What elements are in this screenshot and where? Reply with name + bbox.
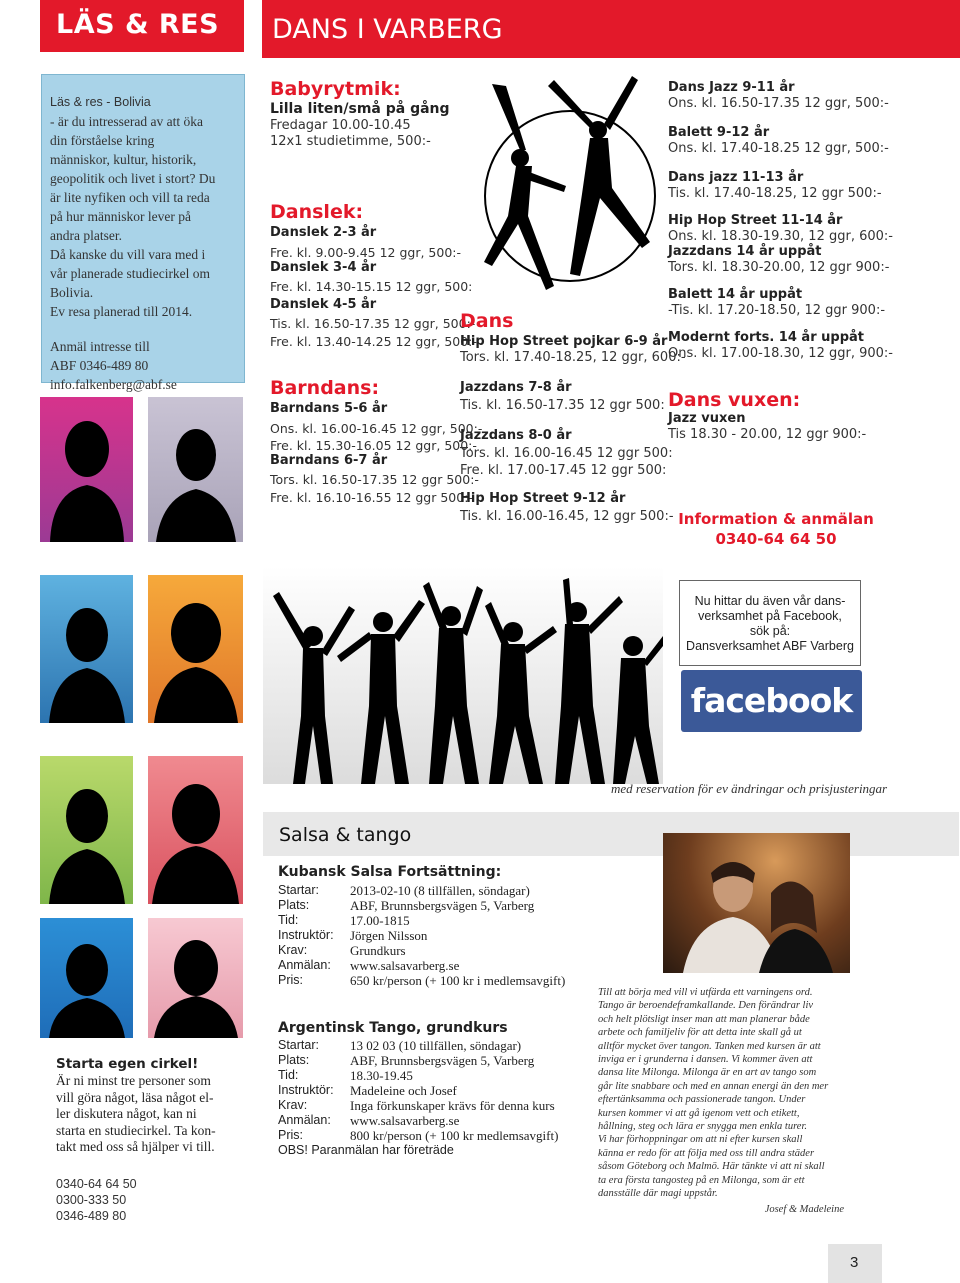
facebook-text: Dansverksamhet ABF Varberg — [686, 639, 854, 653]
course-name: Barndans 5-6 år — [270, 401, 388, 416]
left-header-bar — [40, 0, 244, 52]
course-detail: Tors. kl. 16.50-17.35 12 ggr 500:- — [270, 472, 479, 487]
cirkel-phone: 0300-333 50 — [56, 1192, 127, 1207]
cirkel-line: vill göra något, läsa något el- — [56, 1089, 214, 1105]
course-name: Danslek 4-5 år — [270, 297, 377, 312]
babyrytmik-detail: Fredagar 10.00-10.45 — [270, 118, 411, 133]
course-detail: Fre. kl. 17.00-17.45 12 ggr 500: — [460, 463, 667, 478]
older-column — [668, 80, 893, 442]
facebook-box — [679, 580, 861, 666]
cirkel-title: Starta egen cirkel! — [56, 1056, 199, 1072]
info-phone: 0340-64 64 50 — [715, 530, 837, 548]
info-block — [662, 510, 890, 550]
bolivia-line: - är du intresserad av att öka — [50, 114, 203, 129]
table-row: Plats: ABF, Brunnsbergsvägen 5, Varberg — [278, 1053, 535, 1068]
tango-text-line: eftertänksamma och passionerade tangon. Under — [598, 1094, 806, 1106]
tango-table — [278, 1038, 558, 1143]
bolivia-title: Läs & res - Bolivia — [50, 95, 151, 109]
facebook-text: sök på: — [749, 624, 791, 638]
course-name: Balett 14 år uppåt — [668, 287, 803, 302]
course-detail: Ons. kl. 16.50-17.35 12 ggr, 500:- — [668, 96, 889, 111]
course-detail: Tors. kl. 18.30-20.00, 12 ggr 900:- — [668, 260, 890, 275]
course-name: Hip Hop Street 11-14 år — [668, 213, 843, 228]
babyrytmik-subtitle: Lilla liten/små på gång — [270, 101, 450, 117]
couple-photo — [663, 833, 850, 973]
bolivia-line: människor, kultur, historik, — [50, 152, 197, 167]
bolivia-line: geopolitik och livet i stort? Du — [50, 171, 216, 186]
barndans-title: Barndans: — [270, 377, 380, 399]
table-row: Startar: 13 02 03 (10 tillfällen, söndagar) — [278, 1038, 522, 1053]
portrait-silhouette — [148, 918, 243, 1038]
page-number-box — [828, 1244, 882, 1283]
portrait-silhouette — [40, 397, 133, 542]
table-row: Instruktör: Madeleine och Josef — [278, 1083, 457, 1098]
cirkel-block — [56, 1056, 246, 1224]
course-detail: Ons. kl. 18.30-19.30, 12 ggr, 600:- — [668, 229, 893, 244]
facebook-text: verksamhet på Facebook, — [698, 609, 842, 623]
tango-title: Argentinsk Tango, grundkurs — [278, 1020, 508, 1036]
course-name: Jazzdans 14 år uppåt — [668, 244, 822, 259]
left-header-title: LÄS & RES — [56, 9, 220, 40]
cirkel-line: starta en studiecirkel. Ta kon- — [56, 1122, 216, 1138]
dans-vuxen-title: Dans vuxen: — [668, 389, 801, 411]
kids-column — [270, 78, 483, 505]
bolivia-line: Bolivia. — [50, 285, 94, 300]
table-row: Anmälan: www.salsavarberg.se — [278, 1113, 460, 1128]
course-detail: Fre. kl. 16.10-16.55 12 ggr 500:- — [270, 490, 473, 505]
tango-text-line: hållning, steg och lära er snygga men enkla turer. — [598, 1121, 808, 1133]
tango-text-line: dansställe där magi uppstår. — [598, 1188, 718, 1200]
babyrytmik-detail: 12x1 studietimme, 500:- — [270, 134, 431, 149]
tango-text-line: arbete och familjeliv för att detta inte skall gå ut — [598, 1027, 802, 1039]
table-row: Tid: 18.30-19.45 — [278, 1068, 413, 1083]
table-row: Pris: 800 kr/person (+ 100 kr medlemsavgift) — [278, 1128, 559, 1143]
bolivia-contact: ABF 0346-489 80 — [50, 358, 149, 373]
bolivia-line: Ev resa planerad till 2014. — [50, 304, 193, 319]
portrait-silhouette — [148, 397, 243, 542]
course-name: Jazzdans 7-8 år — [460, 380, 572, 395]
portrait-silhouette — [148, 575, 243, 723]
course-detail: Fre. kl. 15.30-16.05 12 ggr, 500:- — [270, 438, 477, 453]
course-name: Balett 9-12 år — [668, 125, 770, 140]
facebook-logo[interactable] — [681, 670, 862, 732]
portrait-silhouette — [148, 756, 243, 904]
bolivia-line: är lite nyfiken och vill ta reda — [50, 190, 210, 205]
course-detail: Fre. kl. 14.30-15.15 12 ggr, 500: — [270, 279, 473, 294]
bolivia-contact: Anmäl intresse till — [50, 339, 150, 354]
babyrytmik-title: Babyrytmik: — [270, 78, 401, 100]
bolivia-panel — [41, 74, 245, 392]
dans-column — [460, 310, 686, 524]
tango-text-line: Till att börja med vill vi utfärda ett varningens ord. — [598, 987, 813, 998]
course-detail: Fre. kl. 9.00-9.45 12 ggr, 500:- — [270, 245, 462, 260]
danslek-title: Danslek: — [270, 201, 364, 223]
table-row: Pris: 650 kr/person (+ 100 kr i medlemsavgift) — [278, 973, 566, 988]
course-detail: -Tis. kl. 17.20-18.50, 12 ggr 900:- — [668, 303, 886, 318]
tango-text-line: kursen kommer vi att gå igenom vett och etikett, — [598, 1107, 800, 1119]
tango-text-line: känna er redo för att följa med oss till andra städer — [598, 1147, 815, 1159]
course-name: Danslek 2-3 år — [270, 225, 377, 240]
course-detail: Tors. kl. 17.40-18.25, 12 ggr, 600:- — [460, 350, 686, 365]
table-row: Plats: ABF, Brunnsbergsvägen 5, Varberg — [278, 898, 535, 913]
tango-text-line: Tango är beroendeframkallande. Den förändrar liv — [598, 1000, 814, 1012]
course-detail: Tis. kl. 17.40-18.25, 12 ggr 500:- — [668, 186, 882, 201]
bolivia-line: på hur människor lever på — [50, 209, 191, 224]
table-row: Tid: 17.00-1815 — [278, 913, 410, 928]
course-name: Dans Jazz 9-11 år — [668, 80, 795, 95]
tango-text-line: och helt plötsligt inser man att man planerar både — [598, 1013, 810, 1025]
bolivia-line: vår planerade studiecirkel om — [50, 266, 211, 281]
course-name: Barndans 6-7 år — [270, 453, 388, 468]
course-detail: Tors. kl. 16.00-16.45 12 ggr 500: — [460, 446, 673, 461]
tango-description — [598, 986, 858, 1216]
cirkel-phone: 0346-489 80 — [56, 1208, 127, 1223]
signature: Josef & Madeleine — [764, 1203, 844, 1215]
salsa-header-bar — [263, 812, 959, 856]
course-detail: Tis. kl. 16.50-17.35 12 ggr, 500:- — [270, 316, 476, 331]
tango-text-line: går lite snabbare och med en annan energi än den mer — [598, 1080, 829, 1092]
page-number: 3 — [850, 1254, 859, 1271]
portrait-silhouette — [40, 575, 133, 723]
course-detail: Tis. kl. 16.50-17.35 12 ggr 500: — [460, 398, 665, 413]
table-row: Krav: Inga förkunskaper krävs för denna kurs — [278, 1098, 555, 1113]
dancers-illustration — [462, 66, 660, 306]
tango-text-line: dansa lite Milonga. Milonga är en art av tango som — [598, 1067, 817, 1079]
tango-text-line: alltför mycket över tangon. Tanken med kursen är att — [598, 1040, 821, 1052]
obs-note: OBS! Paranmälan har företräde — [278, 1143, 454, 1157]
course-name: Dans jazz 11-13 år — [668, 170, 804, 185]
course-name: Jazz vuxen — [668, 411, 746, 426]
kubansk-table — [278, 883, 565, 988]
table-row: Instruktör: Jörgen Nilsson — [278, 928, 428, 943]
course-detail: Tis 18.30 - 20.00, 12 ggr 900:- — [668, 427, 867, 442]
tango-text-line: såsom Göteborg och Malmö. Här tänkte vi att ni skall — [598, 1161, 825, 1173]
table-row: Anmälan: www.salsavarberg.se — [278, 958, 460, 973]
bolivia-line: andra platser. — [50, 228, 122, 243]
portrait-silhouette — [40, 756, 133, 904]
kubansk-title: Kubansk Salsa Fortsättning: — [278, 864, 502, 880]
salsa-header-title: Salsa & tango — [279, 824, 412, 846]
cirkel-phone: 0340-64 64 50 — [56, 1176, 137, 1191]
course-detail: Tis. kl. 16.00-16.45, 12 ggr 500:- — [460, 509, 674, 524]
salsa-details — [278, 864, 608, 1158]
reservation-note: med reservation för ev ändringar och prisjusteringar — [611, 781, 888, 796]
right-header-bar — [262, 0, 960, 58]
bolivia-line: din förståelse kring — [50, 133, 155, 148]
cirkel-line: takt med oss så hjälper vi till. — [56, 1139, 215, 1154]
bolivia-line: Då kanske du vill vara med i — [50, 247, 206, 262]
bolivia-contact: info.falkenberg@abf.se — [50, 377, 177, 392]
course-detail: Ons. kl. 16.00-16.45 12 ggr, 500:- — [270, 421, 483, 436]
facebook-text: Nu hittar du även vår dans- — [694, 594, 846, 608]
tango-text-line: ta era första tangosteg på en Milonga, som är ett — [598, 1174, 805, 1186]
table-row: Startar: 2013-02-10 (8 tillfällen, söndagar) — [278, 883, 530, 898]
course-name: Hip Hop Street pojkar 6-9 år — [460, 334, 668, 349]
cirkel-line: Är ni minst tre personer som — [56, 1073, 211, 1088]
tango-text-line: inviga er i grunderna i dansen. Vi kommer även att — [598, 1054, 813, 1066]
course-name: Hip Hop Street 9-12 år — [460, 491, 626, 506]
right-header-title: DANS I VARBERG — [272, 14, 503, 45]
course-detail: Fre. kl. 13.40-14.25 12 ggr, 500:- — [270, 334, 477, 349]
course-name: Modernt forts. 14 år uppåt — [668, 330, 864, 345]
course-name: Danslek 3-4 år — [270, 260, 377, 275]
dancing-crowd-illustration — [263, 566, 663, 784]
course-detail: Ons. kl. 17.40-18.25 12 ggr, 500:- — [668, 141, 889, 156]
table-row: Krav: Grundkurs — [278, 943, 406, 958]
portrait-silhouette — [40, 918, 133, 1038]
course-name: Jazzdans 8-0 år — [460, 428, 572, 443]
tango-text-line: Vi har förhoppningar om att ni efter kursen skall — [598, 1134, 803, 1146]
course-detail: Ons. kl. 17.00-18.30, 12 ggr, 900:- — [668, 346, 893, 361]
info-label: Information & anmälan — [678, 510, 874, 528]
dans-title: Dans — [460, 310, 514, 332]
cirkel-line: ler diskutera något, kan ni — [56, 1106, 197, 1121]
facebook-logo-text: facebook — [690, 681, 853, 720]
